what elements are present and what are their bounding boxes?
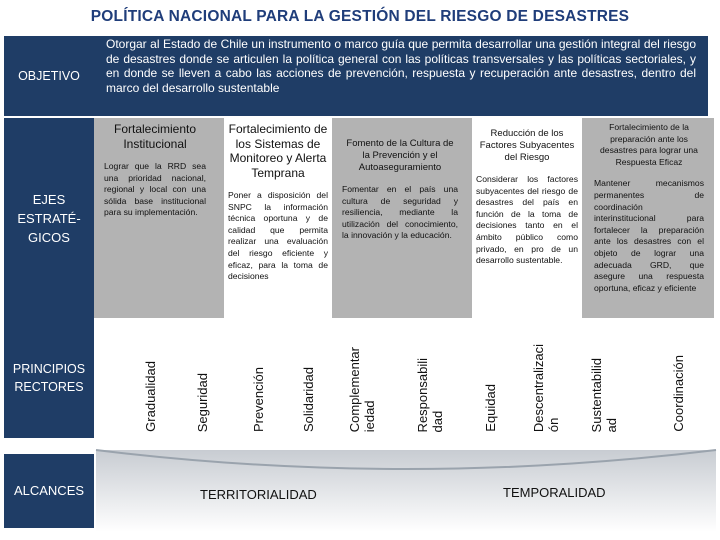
page-title: POLÍTICA NACIONAL PARA LA GESTIÓN DEL RIESGO DE DESASTRES <box>90 8 630 25</box>
principio-label: Gradualidad <box>142 361 158 432</box>
principio-label: Prevención <box>250 366 266 432</box>
principio-coordinacion <box>658 318 698 438</box>
principio-label: Descentralizaci ón <box>531 343 561 432</box>
principio-label: Sustentabilid ad <box>589 357 619 432</box>
principio-prevencion <box>234 318 282 438</box>
ejes-label-text: EJES ESTRATÉ-GICOS <box>17 191 81 245</box>
principio-label: Responsabili dad <box>415 357 445 432</box>
principio-label: Complementar iedad <box>347 346 377 432</box>
alcance-territorialidad: TERRITORIALIDAD <box>200 487 317 502</box>
principio-label: Coordinación <box>670 355 686 432</box>
eje-head: Fomento de la Cultura de la Prevención y el Autoaseguramiento <box>346 138 454 173</box>
principio-label: Seguridad <box>194 372 210 432</box>
eje-body: Fomentar en el país una cultura de seguridad y resiliencia, mediante la utilización del conocimiento, la innovación y la educación. <box>342 184 458 241</box>
alcances-arrow <box>0 448 720 538</box>
principio-label: Equidad <box>482 384 498 432</box>
eje-fortalecimiento-institucional <box>100 118 210 318</box>
ejes-label <box>4 118 94 318</box>
eje-body: Lograr que la RRD sea una prioridad nacional, regional y local con una sólida base institucional para su implementación. <box>104 161 206 218</box>
principio-seguridad <box>182 318 222 438</box>
eje-factores-subyacentes <box>472 118 582 318</box>
principio-equidad <box>470 318 510 438</box>
principios-label-text: PRINCIPIOS RECTORES <box>12 362 86 394</box>
eje-cultura-prevencion <box>338 118 462 318</box>
alcances-label: ALCANCES <box>4 454 94 528</box>
eje-body: Mantener mecanismos permanentes de coordinación interinstitucional para fortalecer la preparación ante los desastres con el objeto de lograr una adecuada GRD, que asegure una respuesta oportuna, eficaz y eficiente <box>594 178 704 293</box>
eje-body: Poner a disposición del SNPC la información técnica oportuna y de calidad que permita realizar una evaluación del riesgo eficiente y eficaz, para la toma de decisiones <box>228 190 328 282</box>
eje-head: Fortalecimiento Institucional <box>113 122 197 151</box>
principio-complementariedad <box>338 318 386 438</box>
eje-head: Reducción de los Factores Subyacentes del Riesgo <box>479 128 575 163</box>
eje-head: Fortalecimiento de la preparación ante los desastres para lograr una Respuesta Eficaz <box>600 122 698 167</box>
objetivo-label: OBJETIVO <box>4 36 94 116</box>
eje-preparacion-respuesta <box>590 118 708 318</box>
principio-sustentabilidad <box>580 318 628 438</box>
principio-descentralizacion <box>522 318 570 438</box>
eje-head: Fortalecimiento de los Sistemas de Monitoreo y Alerta Temprana <box>228 122 328 180</box>
principios-label <box>4 318 94 438</box>
eje-monitoreo-alerta <box>224 118 332 318</box>
principios-row <box>130 318 710 438</box>
principio-solidaridad <box>288 318 328 438</box>
alcance-temporalidad: TEMPORALIDAD <box>503 485 606 500</box>
objetivo-text: Otorgar al Estado de Chile un instrumento o marco guía que permita desarrollar una gestión integral del riesgo de desastres donde se articulen la política general con las políticas transversales y las políticas sectoriales, y en donde se lleven a cabo las acciones de prevención, respuesta y recuperación ante desastres, dentro del marco del desarrollo sustentable <box>94 36 708 116</box>
principio-responsabilidad <box>406 318 454 438</box>
principio-label: Solidaridad <box>300 366 316 432</box>
eje-body: Considerar los factores subyacentes del riesgo de desastres del país en función de la toma de decisiones tanto en el ámbito público como privado, en pro de un desarrollo sustentable. <box>476 174 578 266</box>
arrow-shape <box>96 450 716 532</box>
principio-gradualidad <box>130 318 170 438</box>
